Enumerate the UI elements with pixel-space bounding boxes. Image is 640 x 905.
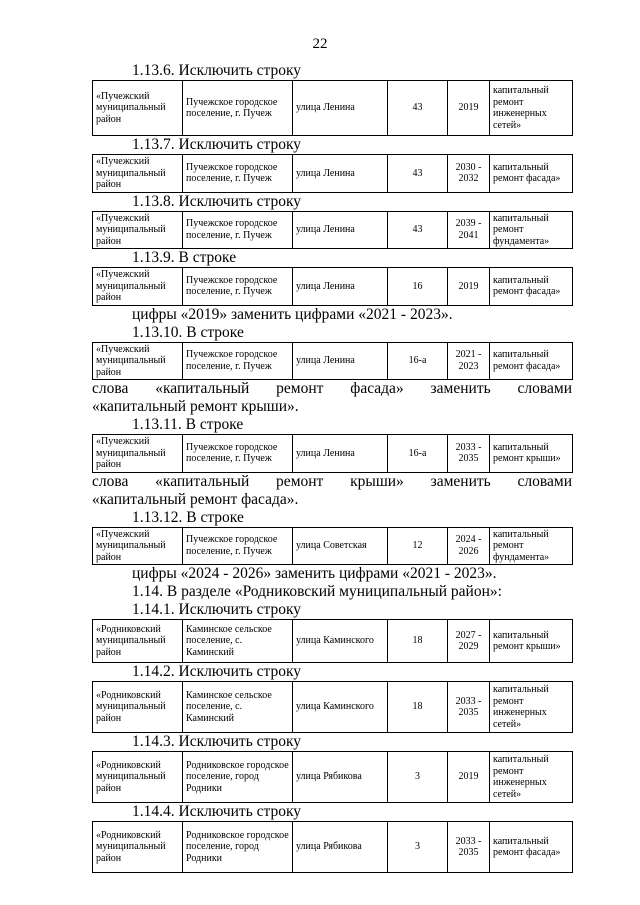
document-body bbox=[92, 62, 572, 873]
instruction-text: цифры «2024 - 2026» заменить цифрами «2021 - 2023». bbox=[132, 565, 497, 582]
page-number: 22 bbox=[312, 36, 328, 52]
instruction-text: слова «капитальный ремонт крыши» заменить словами bbox=[92, 472, 572, 490]
street-cell: улица Ленина bbox=[293, 155, 388, 193]
settlement-cell: Пучежское городское поселение, г. Пучеж bbox=[183, 211, 293, 249]
years-cell: 2019 bbox=[448, 81, 490, 136]
settlement-cell: Пучежское городское поселение, г. Пучеж bbox=[183, 268, 293, 306]
municipality-cell: «Пучежский муниципальный район bbox=[93, 342, 183, 380]
years-cell: 2019 bbox=[448, 268, 490, 306]
work-cell: капитальный ремонт инженерных сетей» bbox=[490, 682, 573, 733]
street-cell: улица Ленина bbox=[293, 211, 388, 249]
table-row bbox=[92, 434, 573, 473]
house-cell: 43 bbox=[388, 81, 448, 136]
street-cell: улица Советская bbox=[293, 527, 388, 565]
settlement-cell: Пучежское городское поселение, г. Пучеж bbox=[183, 435, 293, 473]
table-row bbox=[92, 80, 573, 136]
work-cell: капитальный ремонт инженерных сетей» bbox=[490, 81, 573, 136]
instruction-text: «капитальный ремонт фасада». bbox=[92, 490, 299, 508]
item-heading: 1.13.8. Исключить строку bbox=[132, 192, 302, 210]
table-row bbox=[92, 527, 573, 566]
house-cell: 3 bbox=[388, 822, 448, 873]
street-cell: улица Каминского bbox=[293, 682, 388, 733]
municipality-cell: «Пучежский муниципальный район bbox=[93, 268, 183, 306]
item-heading: 1.14.2. Исключить строку bbox=[132, 663, 302, 680]
instruction-text: цифры «2019» заменить цифрами «2021 - 2023». bbox=[132, 305, 453, 323]
house-cell: 16 bbox=[388, 268, 448, 306]
item-heading: 1.13.6. Исключить строку bbox=[132, 62, 302, 79]
years-cell: 2030 - 2032 bbox=[448, 155, 490, 193]
item-heading: 1.13.12. В строке bbox=[132, 508, 244, 526]
item-heading: 1.14.4. Исключить строку bbox=[132, 803, 302, 820]
settlement-cell: Пучежское городское поселение, г. Пучеж bbox=[183, 342, 293, 380]
table-row bbox=[92, 751, 573, 803]
table-row bbox=[92, 681, 573, 733]
years-cell: 2021 - 2023 bbox=[448, 342, 490, 380]
years-cell: 2033 - 2035 bbox=[448, 435, 490, 473]
street-cell: улица Рябикова bbox=[293, 822, 388, 873]
house-cell: 43 bbox=[388, 211, 448, 249]
street-cell: улица Ленина bbox=[293, 268, 388, 306]
street-cell: улица Рябикова bbox=[293, 752, 388, 803]
house-cell: 16-а bbox=[388, 435, 448, 473]
work-cell: капитальный ремонт крыши» bbox=[490, 620, 573, 663]
municipality-cell: «Пучежский муниципальный район bbox=[93, 211, 183, 249]
years-cell: 2033 - 2035 bbox=[448, 822, 490, 873]
settlement-cell: Пучежское городское поселение, г. Пучеж bbox=[183, 527, 293, 565]
item-heading: 1.13.11. В строке bbox=[132, 416, 244, 433]
item-heading: 1.13.10. В строке bbox=[132, 323, 244, 341]
work-cell: капитальный ремонт фасада» bbox=[490, 268, 573, 306]
table-row bbox=[92, 154, 573, 193]
municipality-cell: «Пучежский муниципальный район bbox=[93, 81, 183, 136]
table-row bbox=[92, 267, 573, 306]
settlement-cell: Родниковское городское поселение, город Родники bbox=[183, 822, 293, 873]
years-cell: 2027 - 2029 bbox=[448, 620, 490, 663]
work-cell: капитальный ремонт инженерных сетей» bbox=[490, 752, 573, 803]
item-heading: 1.14.1. Исключить строку bbox=[132, 601, 302, 618]
house-cell: 16-а bbox=[388, 342, 448, 380]
work-cell: капитальный ремонт фундамента» bbox=[490, 211, 573, 249]
settlement-cell: Пучежское городское поселение, г. Пучеж bbox=[183, 81, 293, 136]
municipality-cell: «Родниковский муниципальный район bbox=[93, 752, 183, 803]
work-cell: капитальный ремонт фасада» bbox=[490, 822, 573, 873]
municipality-cell: «Пучежский муниципальный район bbox=[93, 435, 183, 473]
settlement-cell: Пучежское городское поселение, г. Пучеж bbox=[183, 155, 293, 193]
municipality-cell: «Родниковский муниципальный район bbox=[93, 682, 183, 733]
house-cell: 43 bbox=[388, 155, 448, 193]
instruction-text: «капитальный ремонт крыши». bbox=[92, 398, 299, 415]
work-cell: капитальный ремонт фундамента» bbox=[490, 527, 573, 565]
item-heading: 1.13.9. В строке bbox=[132, 249, 237, 266]
house-cell: 18 bbox=[388, 682, 448, 733]
street-cell: улица Каминского bbox=[293, 620, 388, 663]
work-cell: капитальный ремонт фасада» bbox=[490, 342, 573, 380]
house-cell: 3 bbox=[388, 752, 448, 803]
work-cell: капитальный ремонт крыши» bbox=[490, 435, 573, 473]
instruction-text: слова «капитальный ремонт фасада» заменить словами bbox=[92, 380, 572, 397]
municipality-cell: «Родниковский муниципальный район bbox=[93, 620, 183, 663]
work-cell: капитальный ремонт фасада» bbox=[490, 155, 573, 193]
municipality-cell: «Родниковский муниципальный район bbox=[93, 822, 183, 873]
table-row bbox=[92, 211, 573, 250]
settlement-cell: Каминское сельское поселение, с. Каминский bbox=[183, 620, 293, 663]
municipality-cell: «Пучежский муниципальный район bbox=[93, 155, 183, 193]
item-heading: 1.14.3. Исключить строку bbox=[132, 733, 302, 750]
years-cell: 2039 - 2041 bbox=[448, 211, 490, 249]
table-row bbox=[92, 821, 573, 873]
section-heading: 1.14. В разделе «Родниковский муниципальный район»: bbox=[132, 583, 502, 600]
house-cell: 12 bbox=[388, 527, 448, 565]
settlement-cell: Каминское сельское поселение, с. Каминский bbox=[183, 682, 293, 733]
street-cell: улица Ленина bbox=[293, 81, 388, 136]
table-row bbox=[92, 342, 573, 381]
street-cell: улица Ленина bbox=[293, 342, 388, 380]
years-cell: 2024 - 2026 bbox=[448, 527, 490, 565]
item-heading: 1.13.7. Исключить строку bbox=[132, 136, 302, 153]
table-row bbox=[92, 619, 573, 663]
street-cell: улица Ленина bbox=[293, 435, 388, 473]
house-cell: 18 bbox=[388, 620, 448, 663]
settlement-cell: Родниковское городское поселение, город Родники bbox=[183, 752, 293, 803]
years-cell: 2033 - 2035 bbox=[448, 682, 490, 733]
municipality-cell: «Пучежский муниципальный район bbox=[93, 527, 183, 565]
years-cell: 2019 bbox=[448, 752, 490, 803]
